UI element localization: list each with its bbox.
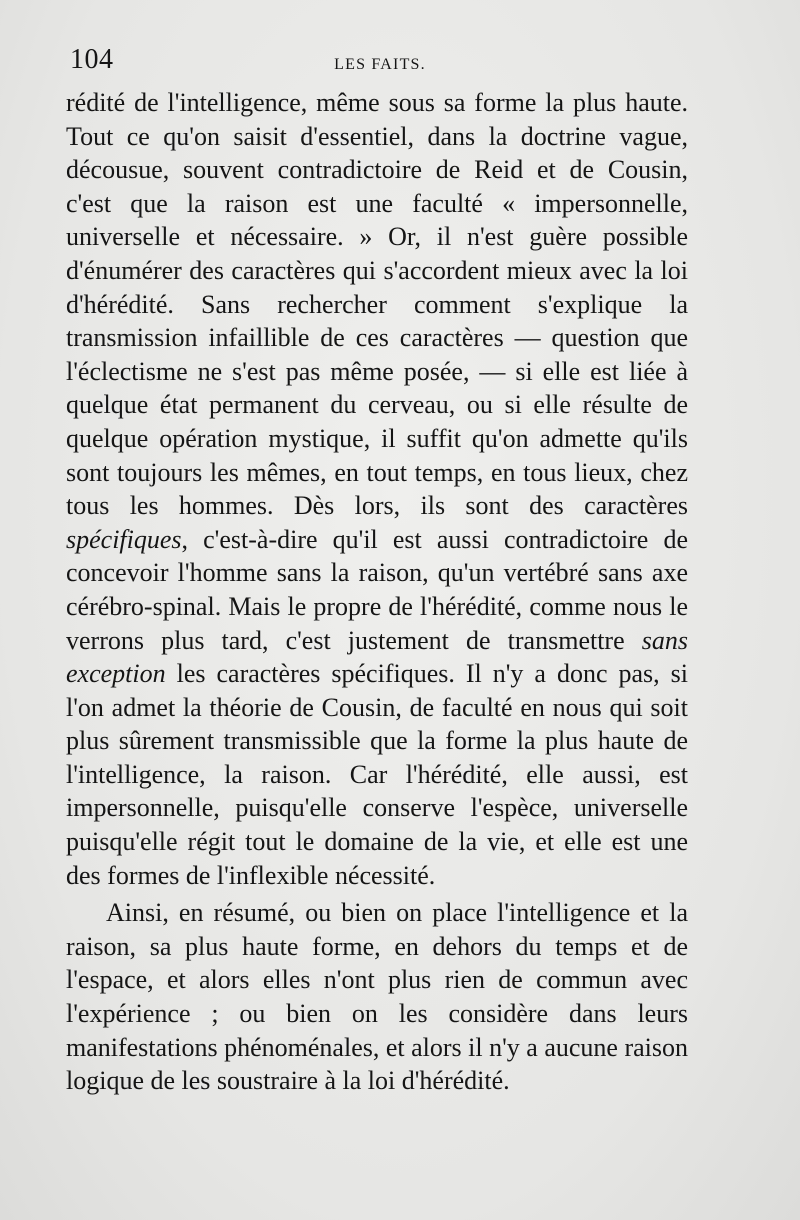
italic-term: spécifiques [66,524,182,554]
italic-term: sans exception [66,625,688,689]
text-segment: Ainsi, en résumé, ou bien on place l'intelligence et la raison, sa plus haute forme, en dehors du temps et de l'espace, et alors elles n'ont plus rien de commun avec l'expérience ; ou bien on les considère dans leurs manifestations phénoménales, et alors il n'y a aucune raison logique de les soustraire à la loi d'hérédité. [66,898,688,1096]
page-number: 104 [70,44,114,75]
body-text [66,86,688,1098]
page-header [70,44,690,78]
text-segment: rédité de l'intelligence, même sous sa forme la plus haute. Tout ce qu'on saisit d'essentiel, dans la doctrine vague, décousue, souvent contradictoire de Reid et de Cousin, c'est que la raison est une faculté « impersonnelle, universelle et nécessaire. » Or, il n'est guère possible d'énumérer des caractères qui s'accordent mieux avec la loi d'hérédité. Sans rechercher comment s'explique la transmission infaillible de ces caractères — question que l'éclectisme ne s'est pas même posée, — si elle est liée à quelque état permanent du cerveau, ou si elle résulte de quelque opération mystique, il suffit qu'on admette qu'ils sont toujours les mêmes, en tout temps, en tous lieux, chez tous les hommes. Dès lors, ils sont des caractères [66,88,688,521]
paragraph-2 [66,896,688,1098]
paragraph-1 [66,86,688,892]
text-segment: , c'est-à-dire qu'il est aussi contradictoire de concevoir l'homme sans la raison, qu'un vertébré sans axe cérébro-spinal. Mais le propre de l'hérédité, comme nous le verrons plus tard, c'est justement de transmettre [66,524,688,655]
running-title: LES FAITS. [334,56,426,73]
text-segment: les caractères spécifiques. Il n'y a donc pas, si l'on admet la théorie de Cousin, de faculté en nous qui soit plus sûrement transmissible que la forme la plus haute de l'intelligence, la raison. Car l'hérédité, elle aussi, est impersonnelle, puisqu'elle conserve l'espèce, universelle puisqu'elle régit tout le domaine de la vie, et elle est une des formes de l'inflexible nécessité. [66,659,688,890]
